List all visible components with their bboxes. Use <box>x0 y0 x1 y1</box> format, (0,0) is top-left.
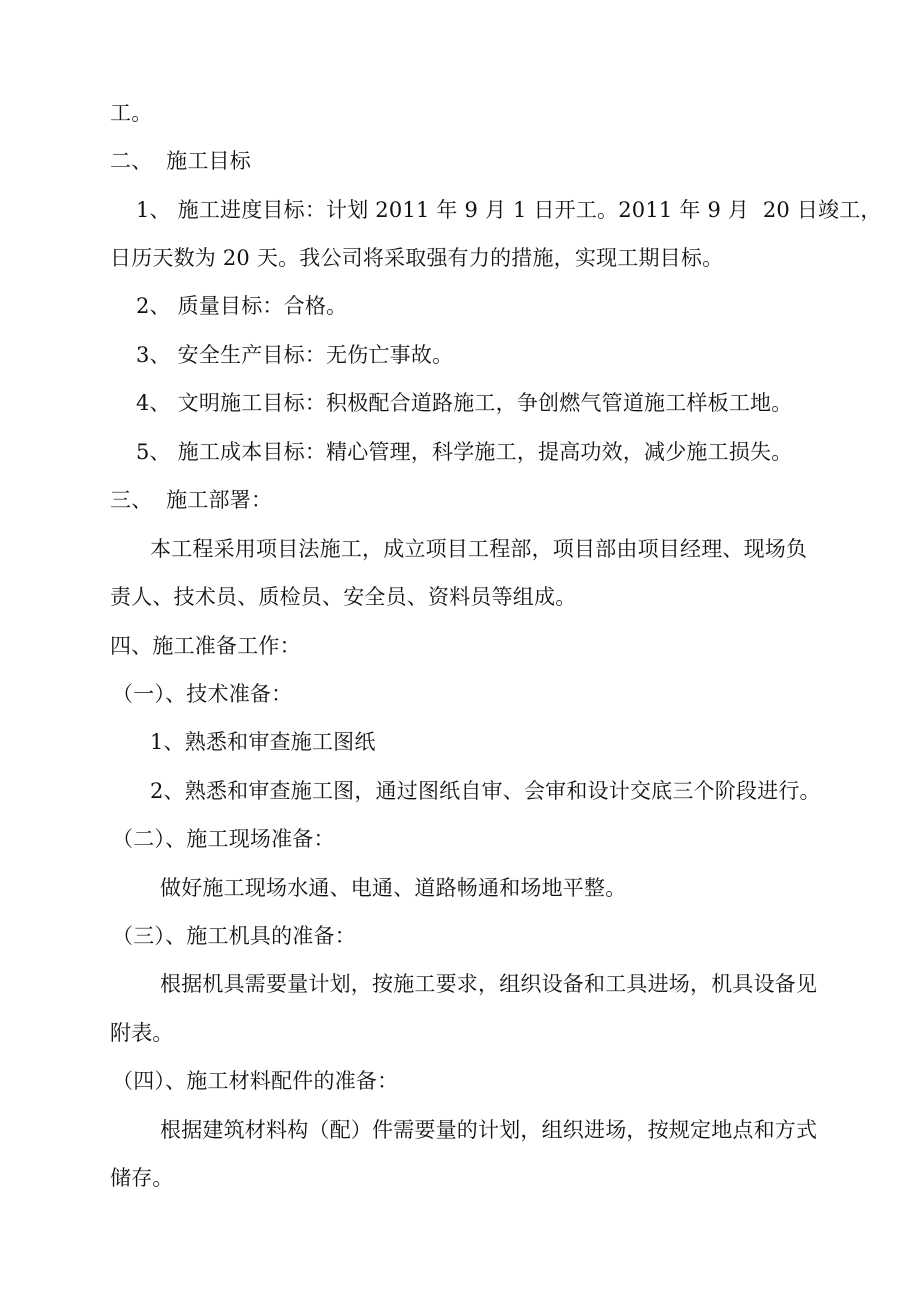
list-item: 2、 质量目标：合格。 <box>136 294 348 318</box>
paragraph-line: 做好施工现场水通、电通、道路畅通和场地平整。 <box>160 876 627 900</box>
list-item: 3、 安全生产目标：无伤亡事故。 <box>136 343 454 367</box>
text-line: 工。 <box>110 101 153 125</box>
subsection-heading: （四）、施工材料配件的准备： <box>112 1069 399 1093</box>
paragraph-line: 附表。 <box>110 1021 174 1045</box>
text-line: 日历天数为 20 天。我公司将采取强有力的措施，实现工期目标。 <box>110 246 724 270</box>
section-heading: 三、 施工部署： <box>110 488 273 512</box>
text-line: 1、 施工进度目标：计划 2011 年 9 月 1 日开工。2011 年 9 月 20 日竣工， <box>136 198 882 222</box>
list-item: 4、 文明施工目标：积极配合道路施工，争创燃气管道施工样板工地。 <box>136 391 793 415</box>
paragraph-line: 根据机具需要量计划，按施工要求，组织设备和工具进场，机具设备见 <box>160 972 818 996</box>
subsection-heading: （二）、施工现场准备： <box>112 827 335 851</box>
list-item: 1、熟悉和审查施工图纸 <box>150 730 376 754</box>
list-item: 2、熟悉和审查施工图，通过图纸自审、会审和设计交底三个阶段进行。 <box>150 779 821 803</box>
section-heading: 二、 施工目标 <box>110 149 251 173</box>
subsection-heading: （一）、技术准备： <box>112 682 293 706</box>
paragraph-line: 根据建筑材料构（配）件需要量的计划，组织进场，按规定地点和方式 <box>160 1118 818 1142</box>
paragraph-line: 储存。 <box>110 1166 174 1190</box>
subsection-heading: （三）、施工机具的准备： <box>112 924 356 948</box>
paragraph-line: 本工程采用项目法施工，成立项目工程部，项目部由项目经理、现场负 <box>150 537 808 561</box>
section-heading: 四、施工准备工作： <box>110 634 301 658</box>
list-item: 5、 施工成本目标：精心管理，科学施工，提高功效，减少施工损失。 <box>136 440 793 464</box>
paragraph-line: 责人、技术员、质检员、安全员、资料员等组成。 <box>110 585 577 609</box>
